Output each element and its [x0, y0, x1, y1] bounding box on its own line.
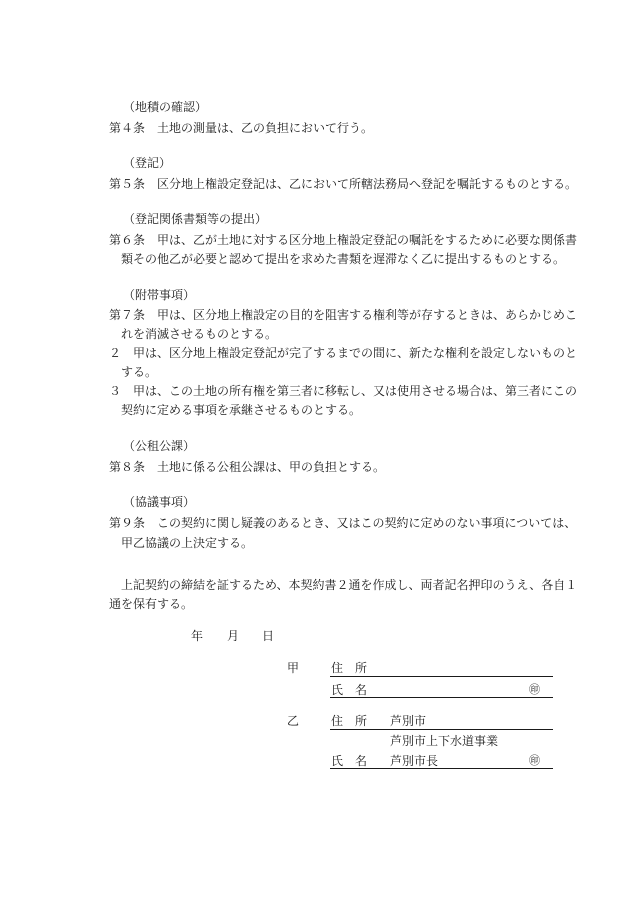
- party-a-name-label: 氏 名: [331, 683, 368, 697]
- signature-line: [330, 729, 553, 730]
- article-text: れを消滅させるものとする。: [121, 327, 278, 341]
- article-text: 第５条 区分地上権設定登記は、乙において所轄法務局へ登記を嘱託するものとする。: [109, 177, 578, 191]
- signature-line: [330, 697, 553, 698]
- closing-text: 通を保有する。: [109, 597, 194, 611]
- article-clause: ２ 甲は、区分地上権設定登記が完了するまでの間に、新たな権利を設定しないものと: [109, 346, 578, 360]
- section-heading: （登記関係書類等の提出）: [123, 212, 268, 226]
- seal-mark-icon: ㊞: [529, 683, 540, 696]
- party-b-address-value-2: 芦別市上下水道事業: [390, 734, 499, 748]
- signature-line: [330, 768, 553, 769]
- party-a-address-label: 住 所: [331, 661, 368, 675]
- article-text: 類その他乙が必要と認めて提出を求めた書類を遅滞なく乙に提出するものとする。: [121, 252, 566, 266]
- date-year: 年: [191, 629, 204, 643]
- party-b-address-value: 芦別市: [390, 714, 427, 728]
- article-text: 第９条 この契約に関し疑義のあるとき、又はこの契約に定めのない事項については、: [109, 516, 577, 530]
- seal-mark-icon: ㊞: [529, 754, 540, 767]
- party-b-name-label: 氏 名: [331, 754, 368, 768]
- section-heading: （協議事項）: [123, 495, 196, 509]
- section-heading: （登記）: [123, 156, 172, 170]
- article-text: 第６条 甲は、乙が土地に対する区分地上権設定登記の嘱託をするために必要な関係書: [109, 233, 578, 247]
- article-text: 第７条 甲は、区分地上権設定の目的を阻害する権利等が存するときは、あらかじめこ: [109, 308, 578, 322]
- party-a-label: 甲: [287, 661, 300, 675]
- signature-line: [330, 676, 553, 677]
- party-b-name-value: 芦別市長: [390, 754, 439, 768]
- article-clause: ３ 甲は、この土地の所有権を第三者に移転し、又は使用させる場合は、第三者にこの: [109, 384, 578, 398]
- article-text: 契約に定める事項を承継させるものとする。: [121, 403, 362, 417]
- section-heading: （地積の確認）: [123, 100, 208, 114]
- date-day: 日: [262, 629, 275, 643]
- article-text: 第４条 土地の測量は、乙の負担において行う。: [109, 121, 374, 135]
- party-b-label: 乙: [287, 714, 300, 728]
- closing-text: 上記契約の締結を証するため、本契約書２通を作成し、両者記名押印のうえ、各自１: [121, 578, 578, 592]
- party-b-address-label: 住 所: [331, 714, 368, 728]
- section-heading: （公租公課）: [123, 439, 196, 453]
- article-text: する。: [121, 365, 158, 379]
- section-heading: （附帯事項）: [123, 288, 196, 302]
- article-text: 第８条 土地に係る公租公課は、甲の負担とする。: [109, 460, 386, 474]
- date-month: 月: [227, 629, 240, 643]
- article-text: 甲乙協議の上決定する。: [121, 536, 254, 550]
